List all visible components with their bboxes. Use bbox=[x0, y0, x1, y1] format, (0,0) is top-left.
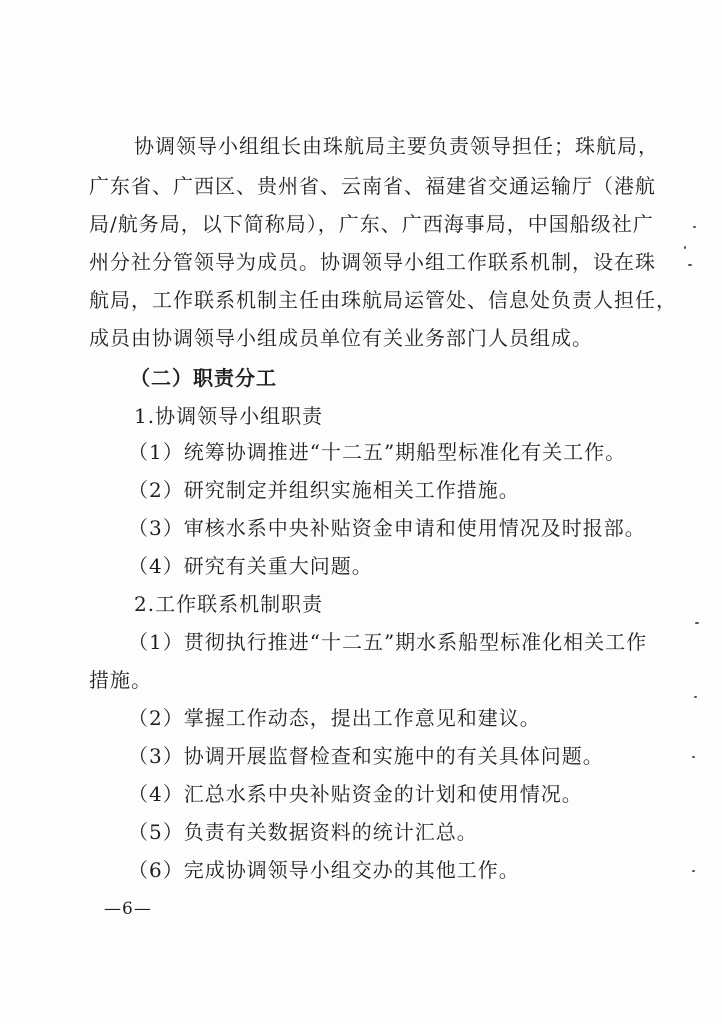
paragraph-line-4: 州分社分管领导为成员。协调领导小组工作联系机制，设在珠 bbox=[89, 250, 656, 274]
list-item: （5）负责有关数据资料的统计汇总。 bbox=[128, 820, 478, 844]
paragraph-line-3: 局/航务局，以下简称局），广东、广西海事局，中国船级社广 bbox=[89, 212, 654, 236]
list-item-continuation: 措施。 bbox=[89, 668, 152, 692]
paragraph-line-5: 航局，工作联系机制主任由珠航局运管处、信息处负责人担任， bbox=[89, 288, 677, 312]
list-item: （4）汇总水系中央补贴资金的计划和使用情况。 bbox=[128, 782, 583, 806]
paragraph-line-1: 协调领导小组组长由珠航局主要负责领导担任；珠航局， bbox=[134, 134, 659, 158]
list-item: （2）掌握工作动态，提出工作意见和建议。 bbox=[128, 706, 541, 730]
list-item: （1）贯彻执行推进“十二五”期水系船型标准化相关工作 bbox=[128, 630, 648, 654]
scan-speck bbox=[688, 264, 692, 266]
subsection-heading-1: 1.协调领导小组职责 bbox=[134, 404, 324, 428]
page-number: —6— bbox=[104, 899, 152, 919]
scan-speck bbox=[695, 622, 699, 624]
list-item: （3）协调开展监督检查和实施中的有关具体问题。 bbox=[128, 744, 604, 768]
subsection-heading-2: 2.工作联系机制职责 bbox=[134, 592, 324, 616]
list-item: （3）审核水系中央补贴资金申请和使用情况及时报部。 bbox=[128, 516, 646, 540]
scan-speck bbox=[684, 246, 686, 249]
paragraph-line-2: 广东省、广西区、贵州省、云南省、福建省交通运输厅（港航 bbox=[89, 174, 656, 198]
list-item: （6）完成协调领导小组交办的其他工作。 bbox=[128, 858, 520, 882]
list-item: （4）研究有关重大问题。 bbox=[128, 554, 373, 578]
scan-speck bbox=[694, 696, 697, 698]
scan-speck bbox=[692, 756, 695, 758]
list-item: （2）研究制定并组织实施相关工作措施。 bbox=[128, 478, 520, 502]
list-item: （1）统筹协调推进“十二五”期船型标准化有关工作。 bbox=[128, 440, 627, 464]
paragraph-line-6: 成员由协调领导小组成员单位有关业务部门人员组成。 bbox=[89, 326, 593, 350]
scan-speck bbox=[693, 226, 696, 228]
scan-speck bbox=[692, 870, 695, 872]
section-heading: （二）职责分工 bbox=[130, 366, 277, 390]
